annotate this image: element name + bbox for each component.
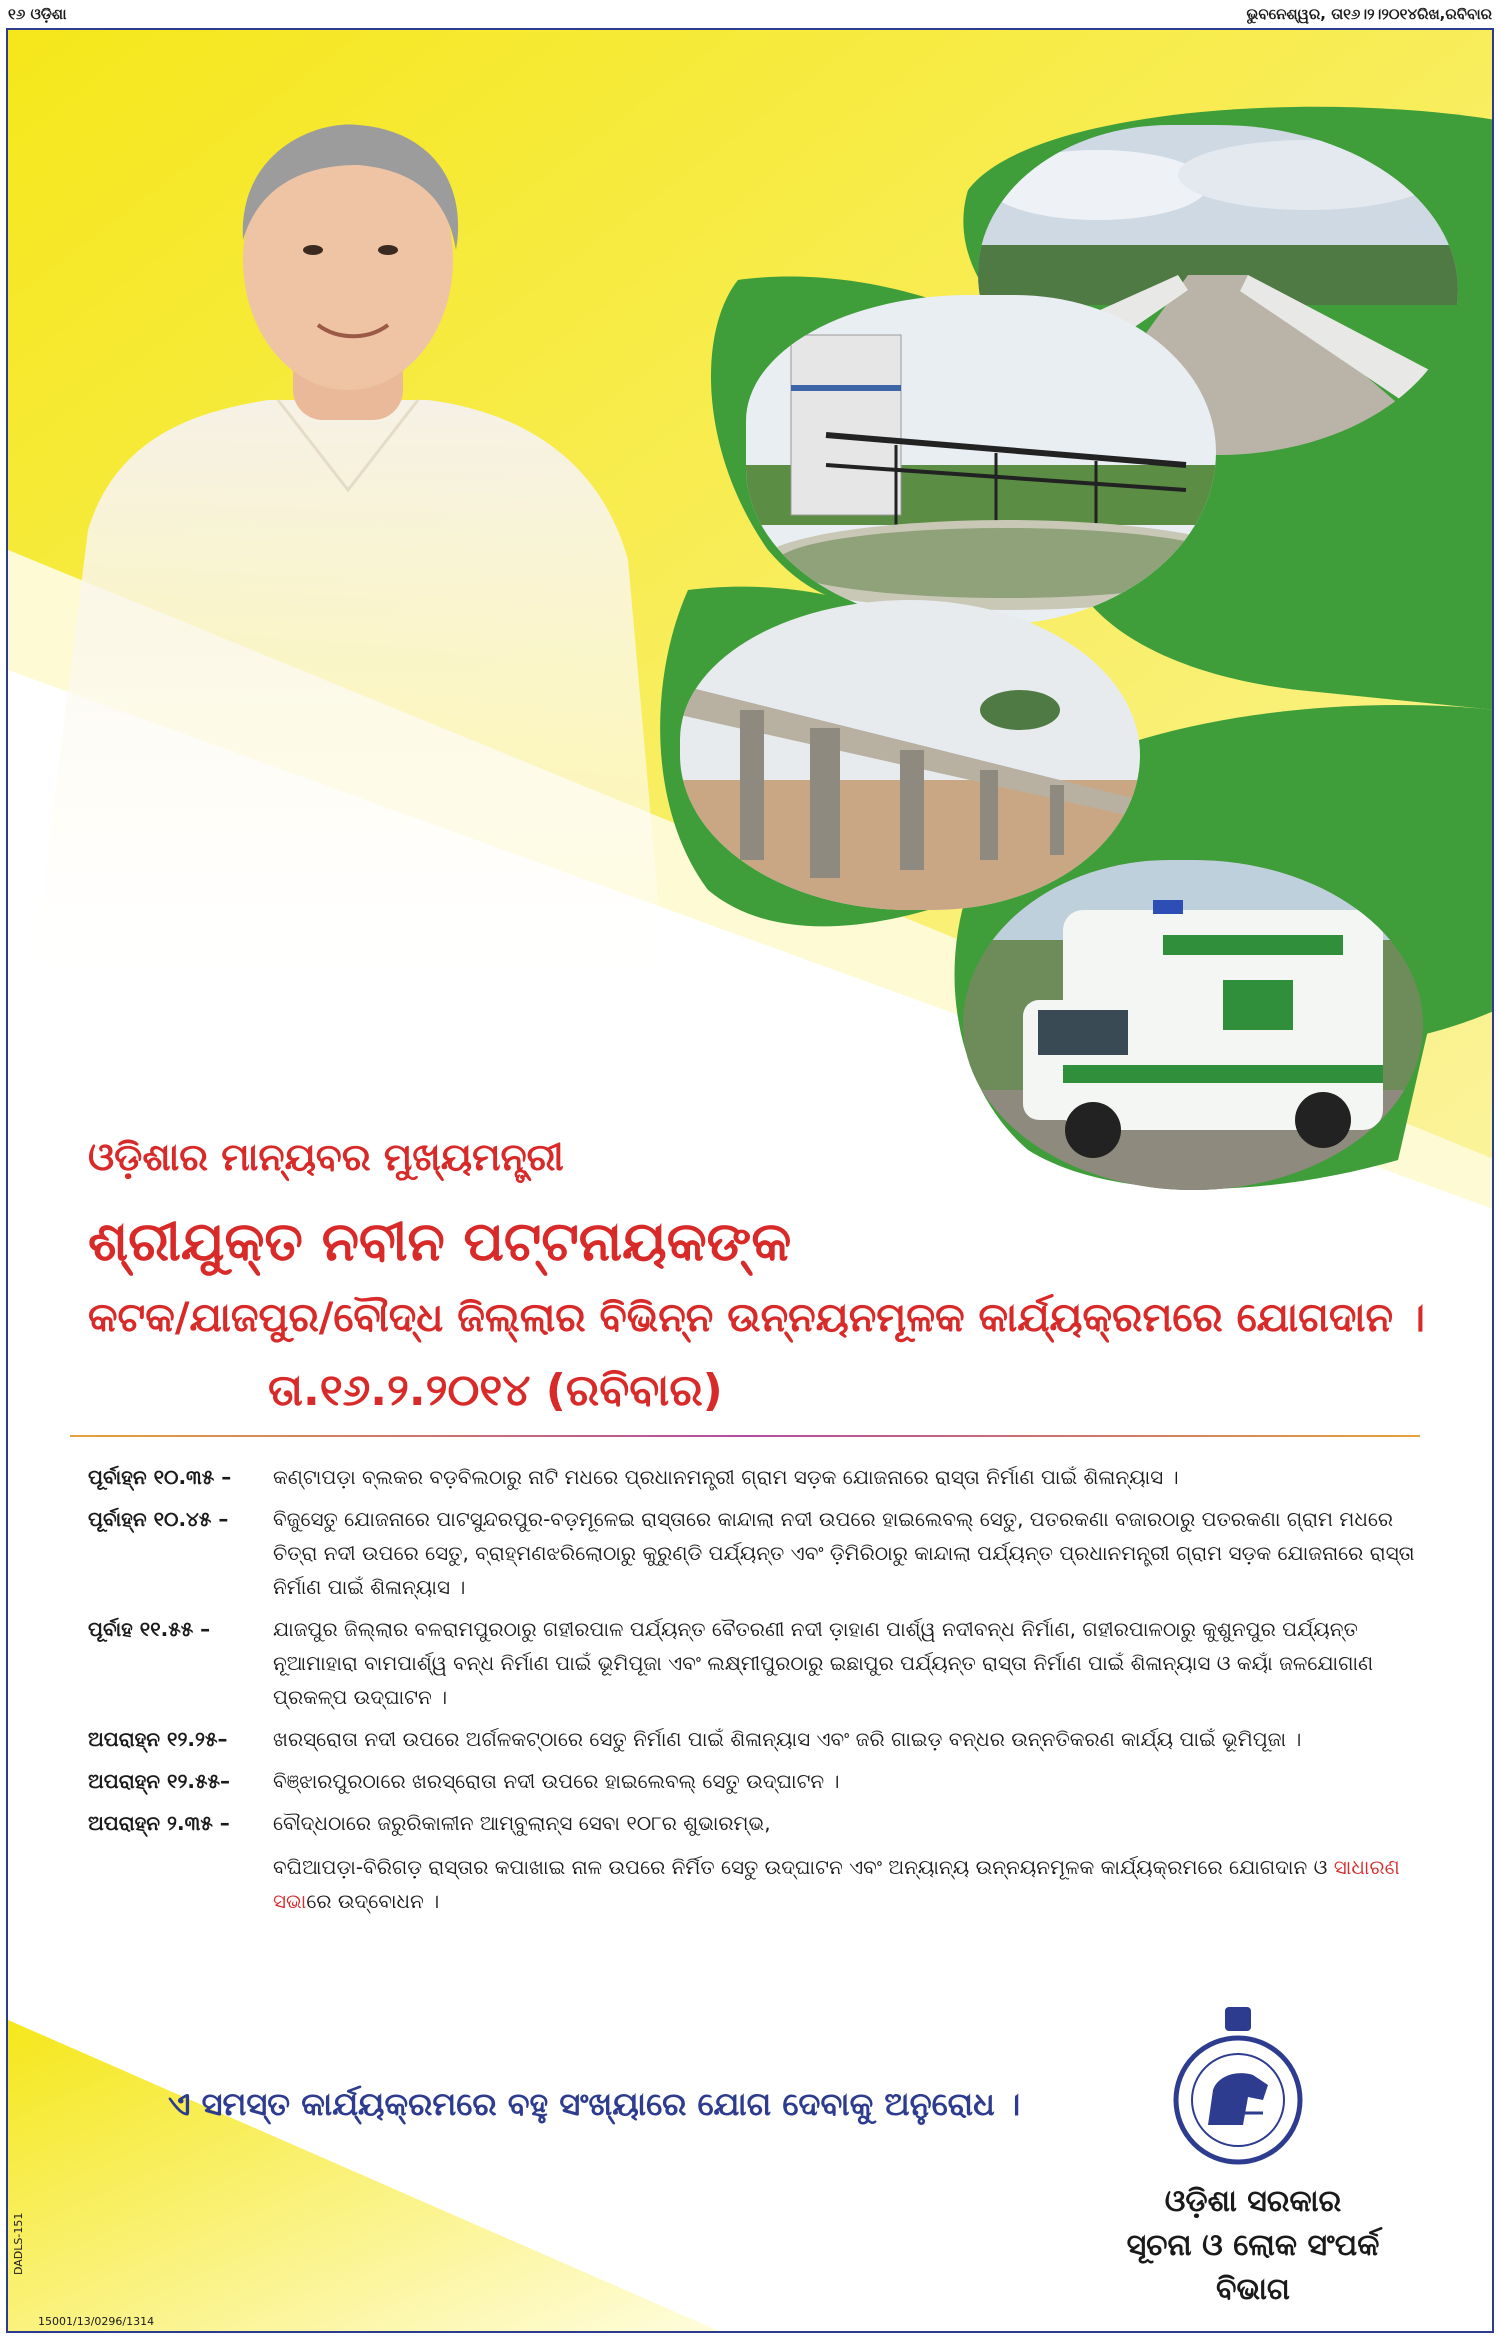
schedule-time: ପୂର୍ବାହ୍ନ ୧୦.୩୫ – <box>88 1465 232 1489</box>
schedule-text: ବିଞ୍ଝାରପୁରଠାରେ ଖରସ୍ରୋତା ନଦୀ ଉପରେ ହାଇଲେବଲ୍ ସେତୁ ଉଦ୍‌ଘାଟନ । <box>273 1769 840 1793</box>
schedule-text <box>273 1806 1438 1918</box>
headline-subtitle: କଟକ/ଯାଜପୁର/ବୌଦ୍ଧ ଜିଲ୍ଲାର ବିଭିନ୍ନ ଉନ୍ନୟନମୂଳକ କାର୍ଯ୍ୟକ୍ରମରେ ଯୋଗଦାନ । <box>88 1295 1425 1341</box>
schedule-time: ଅପରାହ୍ନ ୧୨.୫୫– <box>88 1769 230 1793</box>
govt-footer <box>1088 2180 1418 2312</box>
schedule-time: ଅପରାହ୍ନ ୧୨.୨୫– <box>88 1727 228 1751</box>
schedule-text: ବିଜୁସେତୁ ଯୋଜନାରେ ପାଟସୁନ୍ଦରପୁର-ବଡ଼ମୂଳେଇ ରାସ୍ତାରେ କାନ୍ଦାଲା ନଦୀ ଉପରେ ହାଇଲେବଲ୍ ସେତୁ, ପତରକଣା ବଜାରଠାରୁ ପତରକଣା ଗ୍ରାମ ମଧରେ ଚିତ୍ରା ନଦୀ ଉପରେ ସେତୁ, ବ୍ରାହ୍ମଣଝରିଲୋଠାରୁ କୁରୁଣ୍ଡି ପର୍ଯ୍ୟନ୍ତ ଏବଂ ଡ଼ିମିରିଠାରୁ କାନ୍ଦାଲା ପର୍ଯ୍ୟନ୍ତ ପ୍ରଧାନମନ୍ତ୍ରୀ ଗ୍ରାମ ସଡ଼କ ଯୋଜନାରେ ରାସ୍ତା ନିର୍ମାଣ ପାଇଁ ଶିଳାନ୍ୟାସ । <box>273 1507 1415 1599</box>
schedule-item <box>88 1502 1438 1604</box>
newspaper-header <box>0 0 1500 28</box>
divider <box>70 1435 1420 1437</box>
chief-minister-portrait <box>28 110 668 1010</box>
schedule-item <box>88 1806 1438 1918</box>
schedule-time: ପୂର୍ବାହ ୧୧.୫୫ – <box>88 1617 211 1641</box>
river-bridge-photo <box>680 600 1140 910</box>
schedule-text: ଖରସ୍ରୋତା ନଦୀ ଉପରେ ଅର୍ଗଳକଟ୍ଠାରେ ସେତୁ ନିର୍ମାଣ ପାଇଁ ଶିଳାନ୍ୟାସ ଏବଂ ଜରି ଗାଇଡ଼ ବନ୍ଧର ଉନ୍ନତିକରଣ କାର୍ଯ୍ୟ ପାଇଁ ଭୂମିପୂଜା । <box>273 1727 1302 1751</box>
advertisement <box>6 28 1494 2333</box>
odisha-govt-seal-icon <box>1163 2005 1313 2165</box>
schedule-text-part: ରେ ଉଦ୍‌ବୋଧନ । <box>306 1889 440 1913</box>
schedule-item <box>88 1460 1438 1494</box>
ambulance-photo <box>963 860 1423 1190</box>
department-name: ସୂଚନା ଓ ଲୋକ ସଂପର୍କ ବିଭାଗ <box>1126 2228 1380 2307</box>
schedule-text-line <box>273 1850 1438 1918</box>
schedule-item <box>88 1612 1438 1714</box>
schedule-text-part: ବଘିଆପଡ଼ା-ବିରିଗଡ଼ ରାସ୍ତାର କପାଖାଇ ନାଳ ଉପରେ ନିର୍ମିତ ସେତୁ ଉଦ୍‌ଘାଟନ ଏବଂ ଅନ୍ୟାନ୍ୟ ଉନ୍ନୟନମୂଳକ କାର୍ଯ୍ୟକ୍ରମରେ ଯୋଗଦାନ ଓ <box>273 1855 1334 1879</box>
schedule-text-line: ବୌଦ୍ଧଠାରେ ଜରୁରିକାଳୀନ ଆମ୍ବୁଲାନ୍ସ ସେବା ୧୦୮ର ଶୁଭାରମ୍ଭ, <box>273 1811 771 1835</box>
dateline: ଭୁବନେଶ୍ୱର, ତା୧୬।୨।୨୦୧୪ରିଖ,ରବିବାର <box>1246 5 1492 23</box>
schedule-text: ଯାଜପୁର ଜିଲ୍ଲାର ବଳରାମପୁରଠାରୁ ଗହୀରପାଳ ପର୍ଯ୍ୟନ୍ତ ବୈତରଣୀ ନଦୀ ଡ଼ାହାଣ ପାର୍ଶ୍ୱ ନଦୀବନ୍ଧ ନିର୍ମାଣ, ଗହୀରପାଳଠାରୁ କୁଶୁନପୁର ପର୍ଯ୍ୟନ୍ତ ନୂଆମାହାରା ବାମପାର୍ଶ୍ୱ ବନ୍ଧ ନିର୍ମାଣ ପାଇଁ ଭୂମିପୂଜା ଏବଂ ଲକ୍ଷ୍ମୀପୁରଠାରୁ ଇଛାପୁର ପର୍ଯ୍ୟନ୍ତ ରାସ୍ତା ନିର୍ମାଣ ପାଇଁ ଶିଳାନ୍ୟାସ ଓ କୟାଁ ଜଳଯୋଗାଣ ପ୍ରକଳ୍ପ ଉଦ୍‌ଘାଟନ । <box>273 1617 1374 1709</box>
ad-release-code: 15001/13/0296/1314 <box>38 2315 155 2328</box>
headline-title: ଓଡ଼ିଶାର ମାନ୍ୟବର ମୁଖ୍ୟମନ୍ତ୍ରୀ <box>88 1135 564 1179</box>
schedule-list <box>88 1460 1438 1926</box>
appeal-text: ଏ ସମସ୍ତ କାର୍ଯ୍ୟକ୍ରମରେ ବହୁ ସଂଖ୍ୟାରେ ଯୋଗ ଦେବାକୁ ଅନୁରୋଧ । <box>168 2085 1021 2123</box>
schedule-time: ପୂର୍ବାହ୍ନ ୧୦.୪୫ – <box>88 1507 229 1531</box>
schedule-time: ଅପରାହ୍ନ ୨.୩୫ – <box>88 1811 230 1835</box>
headline-name: ଶ୍ରୀଯୁକ୍ତ ନବୀନ ପଟ୍ଟନାୟକଙ୍କ <box>88 1210 792 1273</box>
schedule-item <box>88 1764 1438 1798</box>
public-meeting-highlight: ସାଧାରଣ ସଭା <box>273 1855 1400 1913</box>
govt-name: ଓଡ଼ିଶା ସରକାର <box>1164 2184 1342 2219</box>
ad-side-code: DADLS-151 <box>12 2212 25 2275</box>
page-label: ୧୬ ଓଡ଼ିଶା <box>8 5 67 23</box>
schedule-item <box>88 1722 1438 1756</box>
headline-date: ତା.୧୬.୨.୨୦୧୪ (ରବିବାର) <box>268 1365 723 1416</box>
schedule-text: କଣ୍ଟାପଡ଼ା ବ୍ଲକର ବଡ଼ବିଲଠାରୁ ନାଟି ମଧରେ ପ୍ରଧାନମନ୍ତ୍ରୀ ଗ୍ରାମ ସଡ଼କ ଯୋଜନାରେ ରାସ୍ତା ନିର୍ମାଣ ପାଇଁ ଶିଳାନ୍ୟାସ । <box>273 1465 1179 1489</box>
water-treatment-photo <box>746 295 1216 625</box>
